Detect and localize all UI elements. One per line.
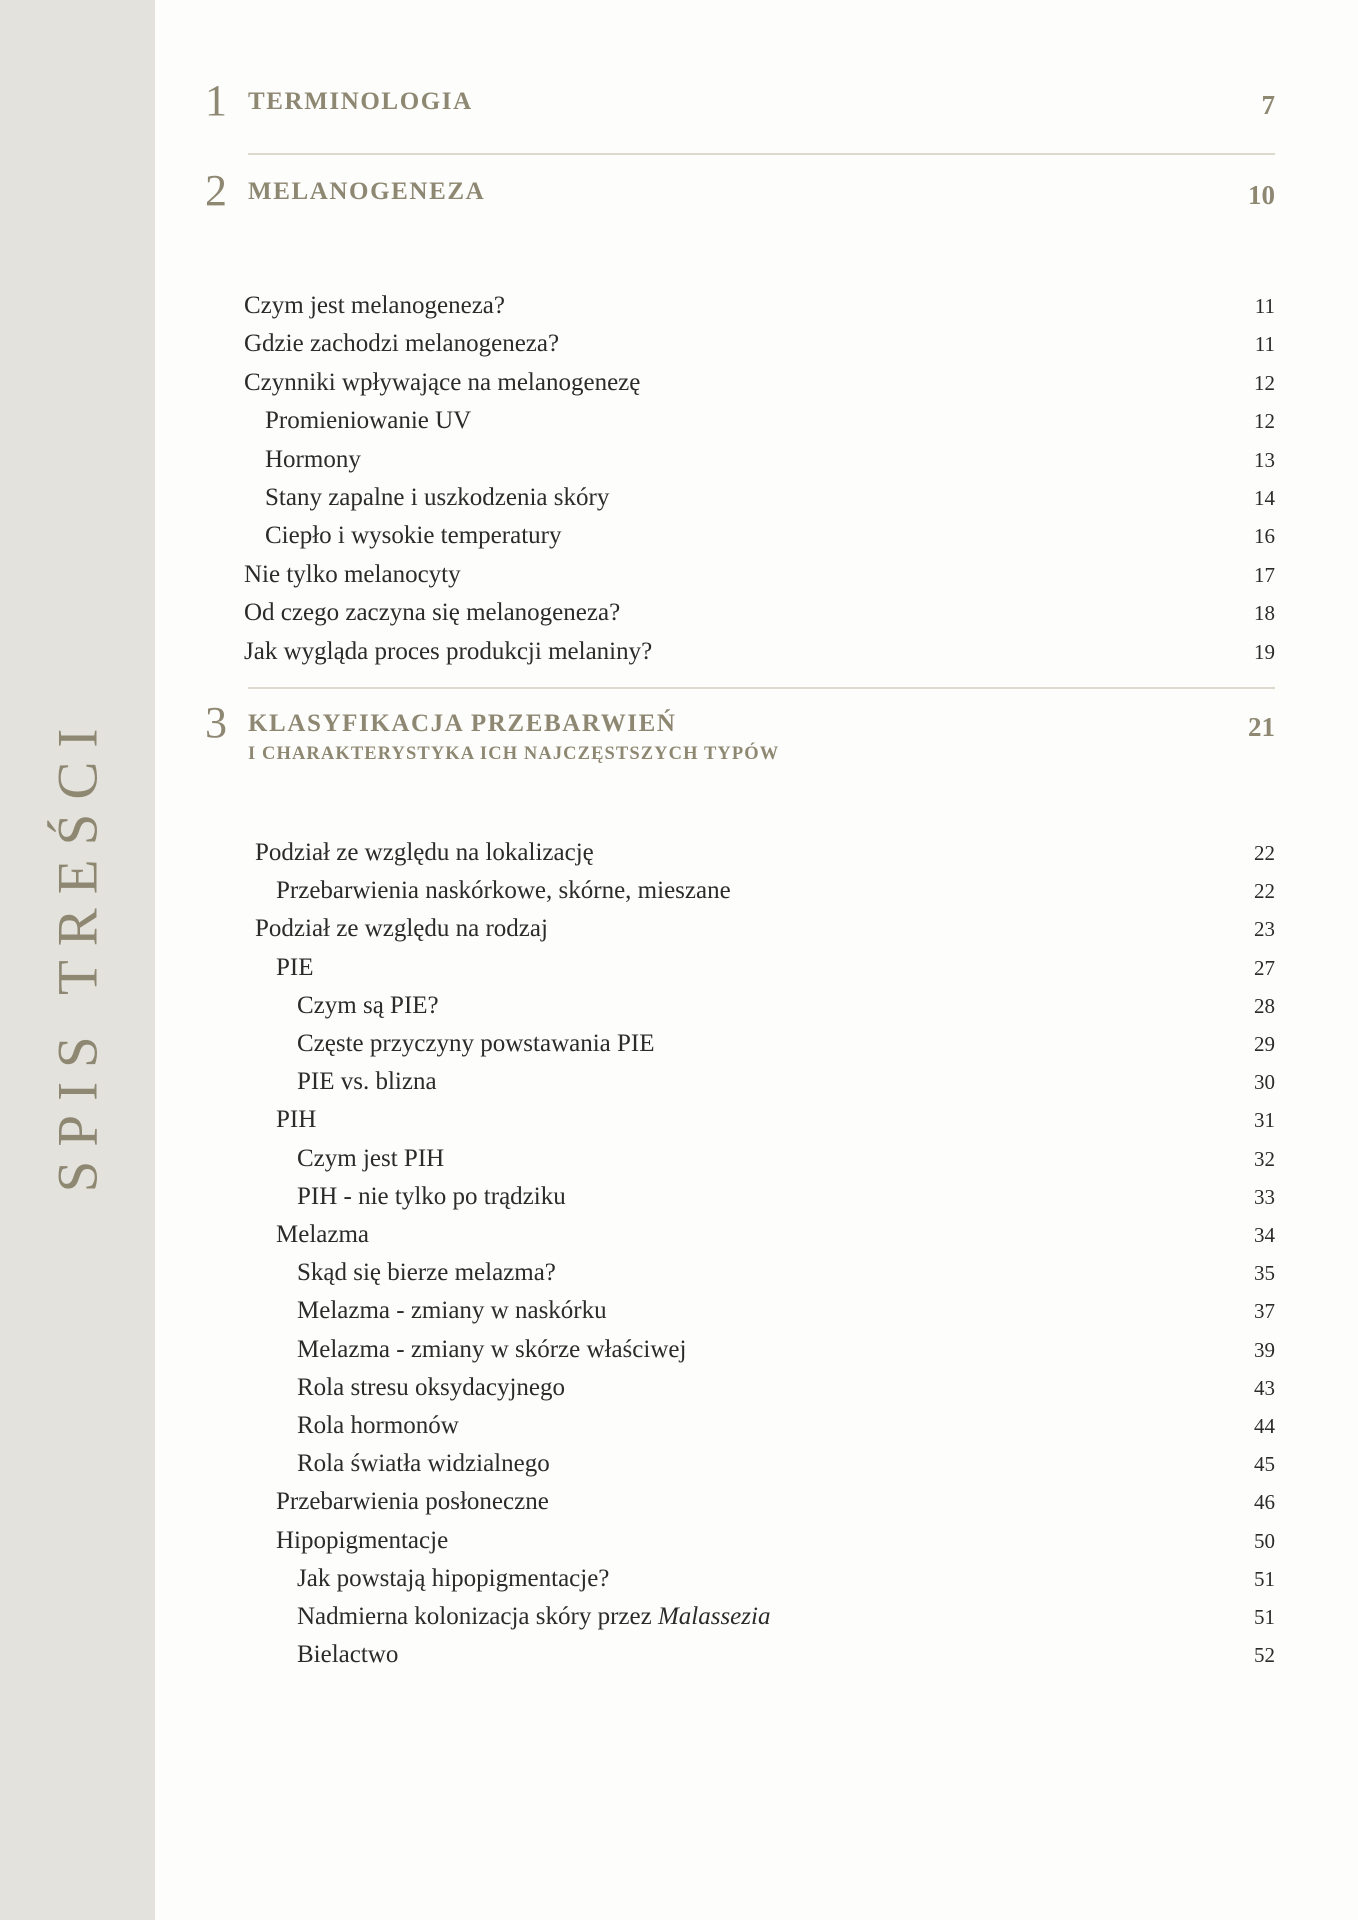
toc-entry-label: Od czego zaczyna się melanogeneza? xyxy=(244,599,621,627)
toc-vertical-title-text: SPIS TREŚCI xyxy=(46,714,110,1192)
toc-entry-page: 28 xyxy=(1254,993,1275,1018)
toc-entry[interactable] xyxy=(244,517,1275,555)
toc-entry-label: Promieniowanie UV xyxy=(265,407,472,435)
toc-entry-label: PIE vs. blizna xyxy=(297,1068,437,1096)
toc-entry-label: Czym są PIE? xyxy=(297,991,439,1019)
chapter-page-1: 7 xyxy=(1261,90,1275,120)
toc-entry-page: 12 xyxy=(1254,409,1275,434)
toc-entry-page: 19 xyxy=(1254,639,1275,664)
toc-entry[interactable] xyxy=(255,1560,1275,1598)
toc-entry[interactable] xyxy=(255,1598,1275,1636)
toc-entry[interactable] xyxy=(255,1407,1275,1445)
toc-entry-label: Bielactwo xyxy=(297,1641,399,1669)
toc-entry-page: 22 xyxy=(1254,841,1275,865)
toc-entry[interactable] xyxy=(255,1292,1275,1330)
toc-entry[interactable] xyxy=(244,441,1275,479)
chapter-entries-3 xyxy=(200,830,1275,1674)
chapter-block-3 xyxy=(200,700,1275,767)
toc-entry-page: 11 xyxy=(1254,332,1275,357)
toc-entry-page: 43 xyxy=(1254,1375,1275,1400)
toc-entry-label: Hipopigmentacje xyxy=(276,1526,449,1554)
toc-entry-page: 51 xyxy=(1254,1566,1275,1591)
toc-entry[interactable] xyxy=(244,364,1275,402)
toc-entry-label: Rola światła widzialnego xyxy=(297,1450,550,1478)
toc-entry-label: Melazma - zmiany w skórze właściwej xyxy=(297,1335,687,1363)
chapter-title-2: MELANOGENEZA xyxy=(248,178,486,205)
toc-entry-label: Melazma xyxy=(276,1221,370,1249)
toc-entry-page: 34 xyxy=(1254,1223,1275,1248)
toc-entry-page: 44 xyxy=(1254,1414,1275,1439)
toc-entry-label: Jak wygląda proces produkcji melaniny? xyxy=(244,637,653,665)
chapter-heading-3[interactable] xyxy=(200,700,1275,767)
toc-entry-label: Podział ze względu na rodzaj xyxy=(255,915,548,943)
toc-entry-label: Nie tylko melanocyty xyxy=(244,560,461,588)
toc-entry[interactable] xyxy=(244,287,1275,325)
toc-entry-label: Melazma - zmiany w naskórku xyxy=(297,1297,607,1325)
toc-entry-label: Jak powstają hipopigmentacje? xyxy=(297,1564,610,1592)
sidebar-band xyxy=(0,0,155,1920)
divider-1 xyxy=(200,153,1275,155)
toc-entry[interactable] xyxy=(255,1178,1275,1216)
toc-entry-label: Skąd się bierze melazma? xyxy=(297,1259,556,1287)
toc-entry-page: 50 xyxy=(1254,1528,1275,1553)
toc-entry-label: Stany zapalne i uszkodzenia skóry xyxy=(265,484,610,512)
toc-entry-page: 16 xyxy=(1254,524,1275,549)
toc-entry[interactable] xyxy=(255,1483,1275,1521)
chapter-title-group-2 xyxy=(248,168,1225,206)
toc-entry[interactable] xyxy=(255,1025,1275,1063)
toc-entry-page: 17 xyxy=(1254,562,1275,587)
chapter-title-1: TERMINOLOGIA xyxy=(248,88,473,115)
toc-entry[interactable] xyxy=(244,594,1275,632)
toc-entry[interactable] xyxy=(255,1369,1275,1407)
chapter-page-3: 21 xyxy=(1248,712,1275,742)
toc-entry[interactable] xyxy=(255,987,1275,1025)
toc-entry-label: Czym jest PIH xyxy=(297,1144,445,1172)
toc-entry[interactable] xyxy=(255,1636,1275,1674)
toc-entry[interactable] xyxy=(244,556,1275,594)
entry-list-3 xyxy=(200,834,1275,1674)
toc-entry-label: Przebarwienia naskórkowe, skórne, mieszane xyxy=(276,877,731,905)
toc-entry-page: 31 xyxy=(1254,1108,1275,1133)
toc-entry[interactable] xyxy=(255,1101,1275,1139)
entry-list-2 xyxy=(200,287,1275,671)
toc-entry-label: Przebarwienia posłoneczne xyxy=(276,1488,549,1516)
divider-line xyxy=(248,153,1275,155)
toc-entry-page: 37 xyxy=(1254,1299,1275,1324)
toc-entry-page: 13 xyxy=(1254,447,1275,472)
toc-entry-label: PIH xyxy=(276,1106,317,1134)
toc-entry-page: 27 xyxy=(1254,955,1275,980)
toc-entry-label: Czynniki wpływające na melanogenezę xyxy=(244,368,641,396)
toc-entry[interactable] xyxy=(255,1254,1275,1292)
toc-entry-page: 18 xyxy=(1254,601,1275,626)
chapter-entries-2 xyxy=(200,283,1275,671)
toc-entry-page: 32 xyxy=(1254,1146,1275,1171)
toc-entry-page: 45 xyxy=(1254,1452,1275,1477)
toc-entry-page: 12 xyxy=(1254,370,1275,395)
toc-entry-label: Ciepło i wysokie temperatury xyxy=(265,522,562,550)
chapter-number-3: 3 xyxy=(205,698,227,747)
toc-entry[interactable] xyxy=(244,479,1275,517)
chapter-number-1: 1 xyxy=(205,76,227,125)
toc-entry-page: 46 xyxy=(1254,1490,1275,1515)
toc-entry-page: 35 xyxy=(1254,1261,1275,1286)
toc-entry[interactable] xyxy=(255,1522,1275,1560)
chapter-heading-1[interactable] xyxy=(200,78,1275,128)
chapter-block-2 xyxy=(200,168,1275,218)
toc-entry[interactable] xyxy=(244,402,1275,440)
divider-2 xyxy=(200,687,1275,689)
toc-entry-label: Gdzie zachodzi melanogeneza? xyxy=(244,330,560,358)
toc-entry[interactable] xyxy=(255,1331,1275,1369)
toc-entry-page: 23 xyxy=(1254,917,1275,942)
toc-entry[interactable] xyxy=(255,1063,1275,1101)
toc-content xyxy=(155,0,1358,1920)
toc-entry-label: Czym jest melanogeneza? xyxy=(244,292,505,319)
chapter-block-1 xyxy=(200,78,1275,128)
toc-entry-label: Częste przyczyny powstawania PIE xyxy=(297,1030,655,1058)
toc-entry-page: 52 xyxy=(1254,1643,1275,1668)
toc-entry[interactable] xyxy=(255,1445,1275,1483)
toc-entry[interactable] xyxy=(244,325,1275,363)
toc-entry-page: 14 xyxy=(1254,486,1275,511)
toc-entry-page: 22 xyxy=(1254,879,1275,904)
toc-entry-page: 11 xyxy=(1254,294,1275,318)
toc-entry-page: 30 xyxy=(1254,1070,1275,1095)
chapter-heading-2[interactable] xyxy=(200,168,1275,218)
divider-line xyxy=(248,687,1275,689)
toc-entry-label: PIH - nie tylko po trądziku xyxy=(297,1182,566,1210)
toc-entry-page: 51 xyxy=(1254,1605,1275,1630)
chapter-title-group-3 xyxy=(248,700,1225,767)
toc-entry[interactable] xyxy=(255,834,1275,872)
toc-entry-page: 33 xyxy=(1254,1184,1275,1209)
toc-entry-label: PIE xyxy=(276,953,314,981)
toc-entry[interactable] xyxy=(255,1140,1275,1178)
chapter-page-2: 10 xyxy=(1248,180,1275,210)
toc-entry[interactable] xyxy=(255,1216,1275,1254)
toc-entry-label-italic: Malassezia xyxy=(657,1603,771,1631)
toc-entry-page: 29 xyxy=(1254,1032,1275,1057)
toc-entry-page: 39 xyxy=(1254,1337,1275,1362)
toc-entry-label: Rola hormonów xyxy=(297,1412,459,1440)
chapter-number-2: 2 xyxy=(205,166,227,215)
chapter-title-group-1 xyxy=(248,78,1225,116)
toc-entry[interactable] xyxy=(244,633,1275,671)
chapter-title-3: KLASYFIKACJA PRZEBARWIEŃ xyxy=(248,710,677,737)
toc-entry[interactable] xyxy=(255,949,1275,987)
chapter-subtitle-3: I CHARAKTERYSTYKA ICH NAJCZĘSTSZYCH TYPÓW xyxy=(248,744,780,764)
toc-entry-label: Podział ze względu na lokalizację xyxy=(255,839,594,866)
toc-entry[interactable] xyxy=(255,872,1275,910)
toc-entry[interactable] xyxy=(255,910,1275,948)
toc-entry-label: Rola stresu oksydacyjnego xyxy=(297,1373,566,1401)
toc-entry-label: Hormony xyxy=(265,445,361,473)
toc-entry-label: Nadmierna kolonizacja skóry przez Malassezia xyxy=(297,1603,771,1631)
